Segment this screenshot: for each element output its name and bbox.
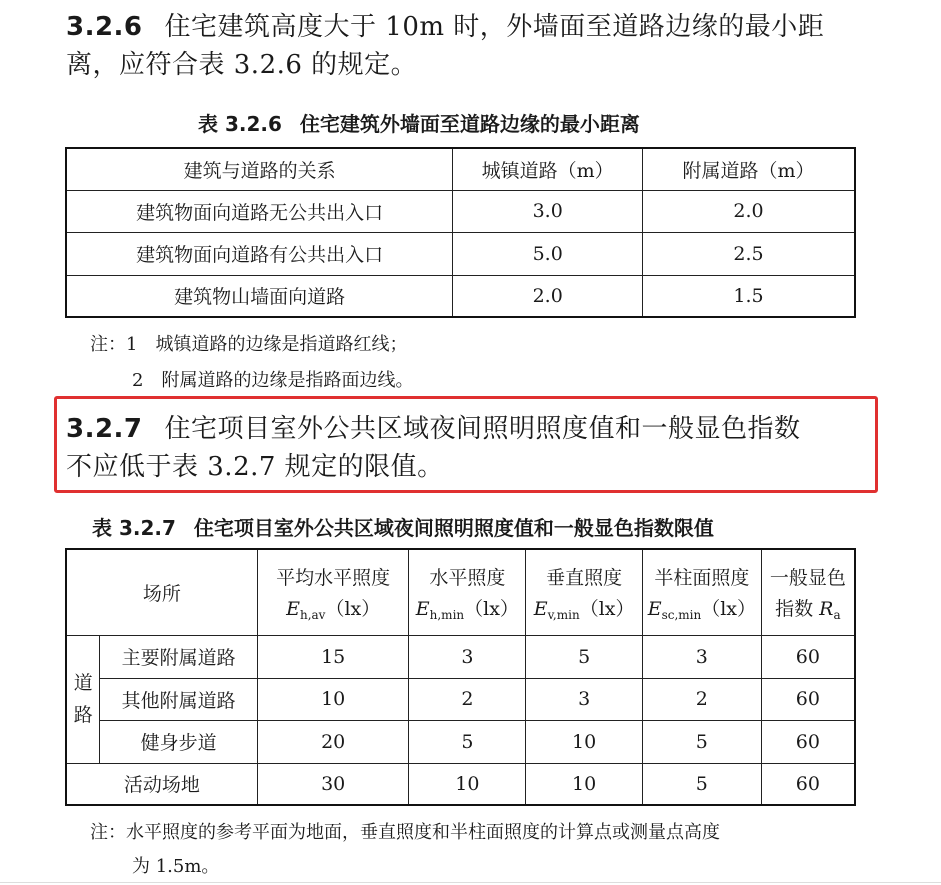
unit: （lx） [579,597,635,620]
table-note-line1: 注：水平照度的参考平面为地面，垂直照度和半柱面照度的计算点或测量点高度 [90,822,720,843]
unit: （lx） [325,597,381,620]
cell-urban: 3.0 [453,190,643,232]
table-row [66,763,855,805]
note-text: 城镇道路的边缘是指道路红线； [155,334,408,355]
cell-auxiliary: 1.5 [642,275,855,317]
header-line: 一般显色 [769,566,846,589]
clause-number: 3.2.6 [66,12,143,42]
cell-value: 20 [257,720,409,763]
group-label-char: 路 [73,704,93,726]
cell-value: 10 [526,720,643,763]
clause-text-line1: 住宅项目室外公共区域夜间照明照度值和一般显色指数 [164,414,801,444]
cell-value: 3 [526,678,643,720]
header-place: 场所 [66,549,257,635]
symbol: E [533,597,548,620]
cell-value: 2 [642,678,761,720]
subscript: a [833,607,841,622]
table-caption-3-2-6 [198,108,640,137]
symbol: E [415,597,430,620]
cell-place: 活动场地 [66,763,257,805]
clause-text-line1: 住宅建筑高度大于 10m 时，外墙面至道路边缘的最小距 [164,12,825,42]
clause-3-2-6 [66,8,824,84]
header-line: 水平照度 [429,566,506,589]
cell-value: 3 [409,635,526,678]
header-line: 垂直照度 [546,566,623,589]
cell-value: 5 [409,720,526,763]
symbol: E [286,597,300,620]
cell-value: 5 [642,720,761,763]
header-auxiliary-road: 附属道路（m） [642,148,855,190]
header-color-rendering [761,549,855,635]
unit: （lx） [701,597,756,620]
symbol: E [647,597,662,620]
note-number: 2 [132,370,144,391]
table-note-1 [90,330,407,356]
cell-value: 3 [642,635,761,678]
cell-value: 60 [761,678,855,720]
note-label: 注：1 [90,334,138,355]
group-label-road [66,635,100,763]
cell-value: 10 [409,763,526,805]
clause-number: 3.2.7 [66,414,143,444]
header-vertical [526,549,643,635]
cell-urban: 5.0 [453,232,643,275]
cell-value: 10 [257,678,409,720]
table-note-line2: 为 1.5m。 [132,856,220,877]
table-row [66,275,855,317]
table-row [66,720,855,763]
header-line: 半柱面照度 [654,566,750,589]
header-avg-horizontal [257,549,409,635]
cell-value: 60 [761,635,855,678]
table-caption-title: 住宅项目室外公共区域夜间照明照度值和一般显色指数限值 [193,516,714,540]
symbol: R [819,597,834,620]
header-semicylindrical [642,549,761,635]
header-urban-road: 城镇道路（m） [453,148,643,190]
cell-auxiliary: 2.0 [642,190,855,232]
table-row [66,635,855,678]
cell-value: 10 [526,763,643,805]
subscript: h,av [299,607,326,622]
cell-place: 主要附属道路 [100,635,257,678]
header-horizontal [409,549,526,635]
table-caption-title: 住宅建筑外墙面至道路边缘的最小距离 [299,112,640,136]
cell-place: 其他附属道路 [100,678,257,720]
cell-relation: 建筑物面向道路有公共出入口 [66,232,453,275]
group-label-char: 道 [73,672,93,694]
page-bottom-rule [0,882,941,883]
cell-value: 60 [761,763,855,805]
table-row [66,232,855,275]
table-caption-number: 表 3.2.7 [92,516,176,540]
clause-3-2-7 [66,410,801,486]
header-relation: 建筑与道路的关系 [66,148,453,190]
cell-place: 健身步道 [100,720,257,763]
cell-value: 15 [257,635,409,678]
cell-value: 60 [761,720,855,763]
cell-auxiliary: 2.5 [642,232,855,275]
table-caption-3-2-7 [92,512,714,541]
table-3-2-7 [65,548,856,806]
table-row [66,190,855,232]
clause-text-line2: 不应低于表 3.2.7 规定的限值。 [66,452,444,482]
note-text: 附属道路的边缘是指路面边线。 [161,370,414,391]
unit: （lx） [464,597,519,620]
cell-value: 5 [526,635,643,678]
table-note-2 [132,366,413,392]
unit: 指数 [775,597,820,620]
table-caption-number: 表 3.2.6 [198,112,282,136]
table-header-row [66,148,855,190]
clause-text-line2: 离，应符合表 3.2.6 的规定。 [66,50,418,80]
subscript: h,min [429,607,465,622]
cell-relation: 建筑物山墙面向道路 [66,275,453,317]
subscript: sc,min [661,607,702,622]
cell-value: 2 [409,678,526,720]
subscript: v,min [547,607,580,622]
header-line: 平均水平照度 [276,566,391,589]
cell-relation: 建筑物面向道路无公共出入口 [66,190,453,232]
cell-value: 5 [642,763,761,805]
table-3-2-6 [65,147,856,318]
cell-urban: 2.0 [453,275,643,317]
table-row [66,678,855,720]
table-header-row [66,549,855,635]
cell-value: 30 [257,763,409,805]
